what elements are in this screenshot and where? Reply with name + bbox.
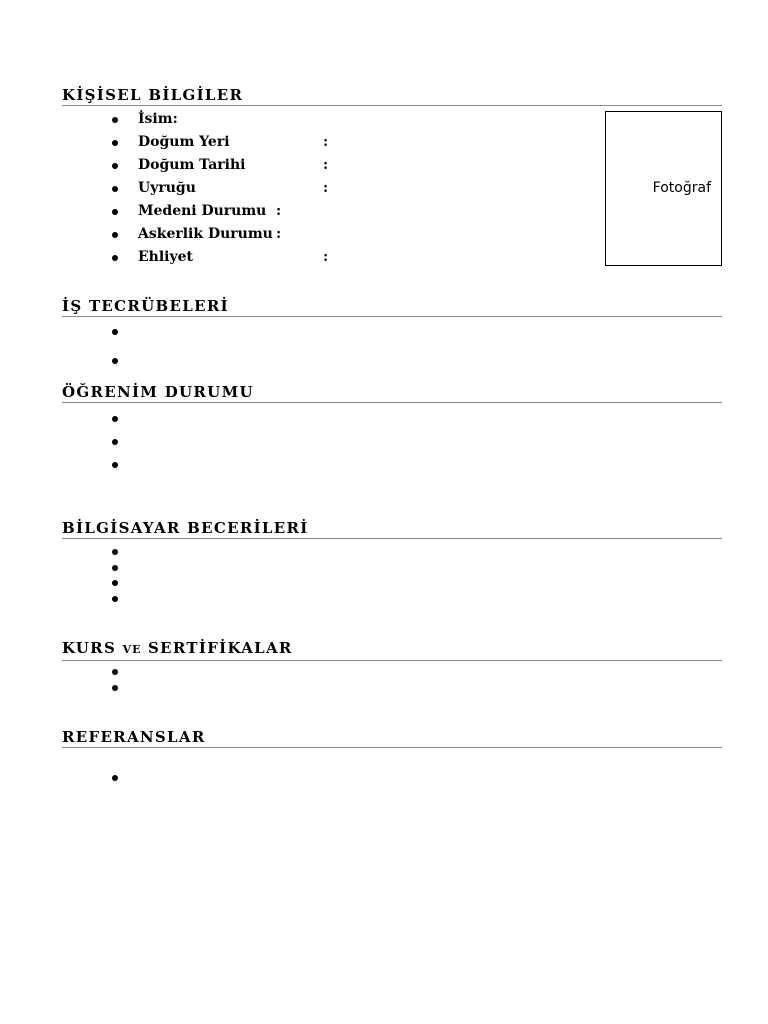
nationality-label: Uyruğu [138, 180, 196, 196]
birthdate-colon: : [323, 157, 329, 173]
name-label: İsim: [138, 111, 178, 127]
education-section [62, 383, 722, 403]
marital-status-colon: : [276, 203, 282, 219]
driving-license-label: Ehliyet [138, 249, 193, 265]
birthplace-colon: : [323, 134, 329, 150]
bullet-icon [112, 580, 118, 586]
courses-heading-part2: VE [122, 643, 142, 656]
personal-info-section [62, 86, 722, 106]
bullet-icon [112, 416, 118, 422]
military-status-colon: : [276, 226, 282, 242]
nationality-colon: : [323, 180, 329, 196]
computer-skills-section [62, 519, 722, 539]
bullet-icon [112, 232, 118, 238]
bullet-icon [112, 685, 118, 691]
references-section [62, 728, 722, 748]
bullet-icon [112, 140, 118, 146]
references-heading: REFERANSLAR [62, 728, 722, 748]
bullet-icon [112, 549, 118, 555]
bullet-icon [112, 565, 118, 571]
bullet-icon [112, 329, 118, 335]
courses-heading [62, 639, 722, 661]
military-status-label: Askerlik Durumu [138, 226, 273, 242]
bullet-icon [112, 163, 118, 169]
courses-heading-part1: KURS [62, 639, 123, 657]
experience-section [62, 297, 722, 317]
bullet-icon [112, 255, 118, 261]
birthdate-label: Doğum Tarihi [138, 157, 246, 173]
experience-heading: İŞ TECRÜBELERİ [62, 297, 722, 317]
bullet-icon [112, 186, 118, 192]
personal-info-heading: KİŞİSEL BİLGİLER [62, 86, 722, 106]
bullet-icon [112, 358, 118, 364]
education-heading: ÖĞRENİM DURUMU [62, 383, 722, 403]
bullet-icon [112, 209, 118, 215]
bullet-icon [112, 462, 118, 468]
bullet-icon [112, 669, 118, 675]
bullet-icon [112, 775, 118, 781]
birthplace-label: Doğum Yeri [138, 134, 230, 150]
bullet-icon [112, 596, 118, 602]
marital-status-label: Medeni Durumu [138, 203, 267, 219]
courses-section [62, 639, 722, 661]
photo-placeholder [605, 111, 722, 266]
courses-heading-part3: SERTİFİKALAR [141, 639, 293, 657]
driving-license-colon: : [323, 249, 329, 265]
photo-label: Fotoğraf [652, 180, 711, 196]
bullet-icon [112, 439, 118, 445]
bullet-icon [112, 117, 118, 123]
computer-skills-heading: BİLGİSAYAR BECERİLERİ [62, 519, 722, 539]
